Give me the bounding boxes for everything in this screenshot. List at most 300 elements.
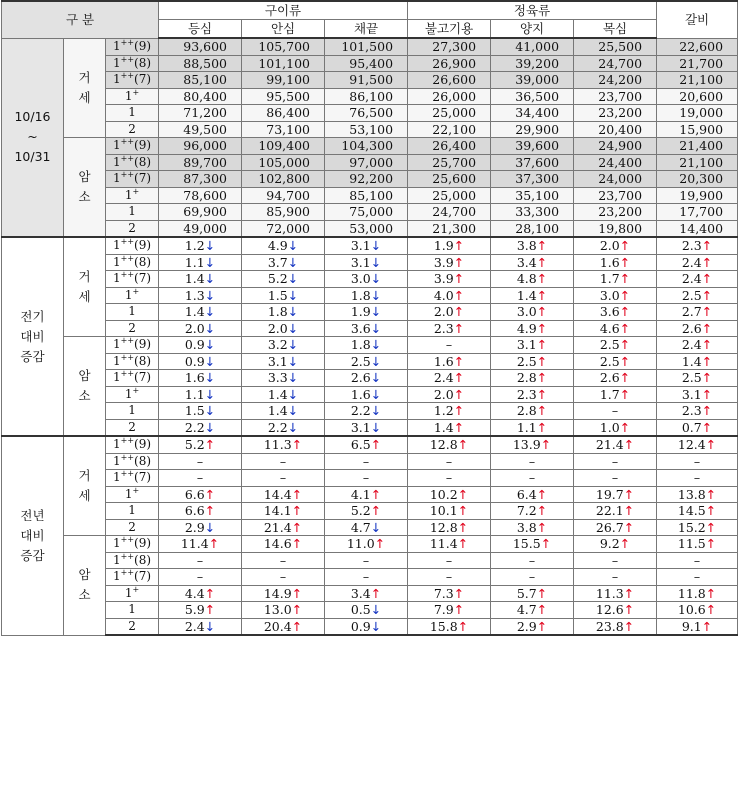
change-cell: 2.6↑ — [657, 320, 738, 337]
price-cell: 101,500 — [325, 38, 408, 55]
arrow-down-icon: ↓ — [204, 304, 216, 319]
change-cell: 5.2↑ — [325, 503, 408, 520]
arrow-up-icon: ↑ — [540, 437, 552, 452]
change-cell: 7.9↑ — [408, 602, 491, 619]
change-cell: 1.9↑ — [408, 237, 491, 254]
arrow-up-icon: ↑ — [453, 238, 465, 253]
sex-char: 거 — [78, 269, 91, 284]
change-cell: 1.8↓ — [325, 337, 408, 354]
change-cell: 3.0↑ — [574, 287, 657, 304]
grade-sup: ++ — [120, 436, 135, 445]
change-cell: 1.2↓ — [159, 237, 242, 254]
change-cell: 0.9↓ — [159, 337, 242, 354]
table-row — [2, 618, 738, 635]
change-cell: – — [491, 552, 574, 569]
grade-label: 1 — [106, 204, 159, 221]
table-row — [2, 486, 738, 503]
price-cell: 49,500 — [159, 121, 242, 138]
group-header-cuts: 정육류 — [408, 1, 657, 20]
table-row — [2, 254, 738, 271]
arrow-up-icon: ↑ — [291, 519, 303, 535]
arrow-up-icon: ↑ — [619, 254, 631, 270]
table-row — [2, 353, 738, 370]
arrow-up-icon: ↑ — [536, 486, 548, 502]
change-cell: 2.6↑ — [574, 370, 657, 387]
arrow-up-icon: ↑ — [536, 353, 548, 369]
galbi-header: 갈비 — [657, 1, 738, 38]
change-cell: – — [408, 552, 491, 569]
arrow-up-icon: ↑ — [536, 238, 548, 253]
grade-sup: ++ — [120, 369, 135, 378]
change-cell: 26.7↑ — [574, 519, 657, 536]
price-cell: 33,300 — [491, 204, 574, 221]
change-cell: 1.1↓ — [159, 386, 242, 403]
change-cell: 5.7↑ — [491, 585, 574, 602]
change-cell: – — [325, 569, 408, 586]
table-row — [2, 370, 738, 387]
change-cell: – — [242, 552, 325, 569]
change-cell: – — [408, 453, 491, 470]
sex-label — [64, 237, 106, 337]
sex-char: 암 — [78, 169, 91, 184]
change-cell: 14.4↑ — [242, 486, 325, 503]
grade-sup: + — [132, 385, 140, 395]
grade-sup: ++ — [120, 535, 135, 544]
arrow-up-icon: ↑ — [705, 486, 717, 502]
grade-label: 1++(7) — [106, 72, 159, 89]
arrow-up-icon: ↑ — [705, 585, 717, 601]
arrow-down-icon: ↓ — [287, 238, 299, 253]
change-cell: 4.9↓ — [242, 237, 325, 254]
table-row — [2, 585, 738, 602]
change-cell: – — [657, 569, 738, 586]
grade-label: 1 — [106, 304, 159, 321]
change-cell: – — [491, 470, 574, 487]
table-row — [2, 237, 738, 254]
grade-label: 1++(8) — [106, 453, 159, 470]
arrow-down-icon: ↓ — [204, 370, 216, 385]
change-cell: – — [491, 569, 574, 586]
table-row — [2, 105, 738, 122]
grade-sup: + — [132, 485, 140, 495]
sex-char: 세 — [78, 488, 91, 503]
change-cell: 2.4↓ — [159, 618, 242, 635]
arrow-up-icon: ↑ — [291, 536, 303, 551]
arrow-up-icon: ↑ — [453, 320, 465, 336]
arrow-down-icon: ↓ — [370, 304, 382, 319]
arrow-up-icon: ↑ — [536, 271, 548, 286]
grade-label: 1++(9) — [106, 38, 159, 55]
change-cell: 1.4↑ — [491, 287, 574, 304]
price-cell: 20,600 — [657, 88, 738, 105]
arrow-up-icon: ↑ — [619, 337, 631, 352]
grade-label: 1++(7) — [106, 171, 159, 188]
change-cell: 21.4↑ — [242, 519, 325, 536]
arrow-down-icon: ↓ — [287, 287, 299, 303]
arrow-up-icon: ↑ — [540, 536, 552, 551]
arrow-up-icon: ↑ — [701, 271, 713, 286]
arrow-down-icon: ↓ — [204, 320, 216, 336]
price-cell: 99,100 — [242, 72, 325, 89]
arrow-down-icon: ↓ — [204, 254, 216, 270]
table-row — [2, 602, 738, 619]
table-row — [2, 403, 738, 420]
change-cell: 2.2↓ — [159, 419, 242, 436]
change-cell: 14.9↑ — [242, 585, 325, 602]
price-cell: 53,100 — [325, 121, 408, 138]
price-cell: 25,000 — [408, 187, 491, 204]
table-row — [2, 88, 738, 105]
arrow-up-icon: ↑ — [536, 337, 548, 352]
table-row — [2, 38, 738, 55]
price-cell: 39,200 — [491, 55, 574, 72]
arrow-up-icon: ↑ — [701, 370, 713, 385]
sex-char: 소 — [78, 388, 91, 403]
label-line: 10/31 — [14, 149, 51, 165]
grade-sup: + — [132, 87, 140, 97]
arrow-up-icon: ↑ — [536, 320, 548, 336]
change-cell: 13.0↑ — [242, 602, 325, 619]
arrow-down-icon: ↓ — [204, 419, 216, 435]
price-cell: 25,600 — [408, 171, 491, 188]
panel-prices — [2, 38, 738, 237]
price-cell: 101,100 — [242, 55, 325, 72]
change-cell: 4.0↑ — [408, 287, 491, 304]
change-cell: 7.2↑ — [491, 503, 574, 520]
change-cell: 0.5↓ — [325, 602, 408, 619]
change-cell: 11.8↑ — [657, 585, 738, 602]
price-cell: 25,700 — [408, 154, 491, 171]
change-cell: 2.4↑ — [657, 254, 738, 271]
change-cell: 2.3↑ — [491, 386, 574, 403]
arrow-up-icon: ↑ — [370, 437, 382, 452]
arrow-up-icon: ↑ — [619, 370, 631, 385]
table-row — [2, 72, 738, 89]
price-cell: 26,000 — [408, 88, 491, 105]
price-cell: 37,300 — [491, 171, 574, 188]
grade-label: 2 — [106, 121, 159, 138]
arrow-up-icon: ↑ — [453, 353, 465, 369]
sex-label — [64, 337, 106, 437]
price-cell: 41,000 — [491, 38, 574, 55]
price-cell: 15,900 — [657, 121, 738, 138]
change-cell: 3.0↓ — [325, 271, 408, 288]
arrow-up-icon: ↑ — [536, 419, 548, 435]
change-cell: 13.9↑ — [491, 436, 574, 453]
arrow-up-icon: ↑ — [701, 337, 713, 352]
grade-label: 1++(8) — [106, 154, 159, 171]
grade-label: 1+ — [106, 386, 159, 403]
arrow-up-icon: ↑ — [291, 618, 303, 634]
change-cell: 11.3↑ — [574, 585, 657, 602]
grade-label: 1 — [106, 602, 159, 619]
arrow-up-icon: ↑ — [705, 437, 717, 452]
grade-label: 1 — [106, 503, 159, 520]
arrow-up-icon: ↑ — [536, 618, 548, 634]
grade-label: 2 — [106, 519, 159, 536]
col-header: 불고기용 — [408, 20, 491, 39]
arrow-up-icon: ↑ — [536, 370, 548, 385]
period-label — [2, 436, 64, 635]
change-cell: 2.0↓ — [159, 320, 242, 337]
change-cell: – — [325, 470, 408, 487]
col-header: 목심 — [574, 20, 657, 39]
price-cell: 88,500 — [159, 55, 242, 72]
arrow-up-icon: ↑ — [705, 536, 717, 551]
table-row — [2, 271, 738, 288]
price-cell: 105,700 — [242, 38, 325, 55]
change-cell: – — [574, 470, 657, 487]
grade-sup: ++ — [120, 469, 135, 478]
grade-sup: + — [132, 584, 140, 594]
table-header — [2, 1, 738, 38]
price-cell: 39,000 — [491, 72, 574, 89]
change-cell: 2.4↑ — [657, 271, 738, 288]
grade-sup: ++ — [120, 452, 135, 462]
arrow-down-icon: ↓ — [204, 353, 216, 369]
price-cell: 87,300 — [159, 171, 242, 188]
price-cell: 72,000 — [242, 220, 325, 237]
change-cell: 4.6↑ — [574, 320, 657, 337]
arrow-up-icon: ↑ — [701, 386, 713, 402]
arrow-up-icon: ↑ — [291, 437, 303, 452]
price-cell: 24,400 — [574, 154, 657, 171]
arrow-up-icon: ↑ — [701, 320, 713, 336]
change-cell: 6.5↑ — [325, 436, 408, 453]
price-cell: 21,300 — [408, 220, 491, 237]
arrow-up-icon: ↑ — [623, 602, 635, 617]
sex-char: 세 — [78, 89, 91, 105]
grade-sup: ++ — [120, 54, 135, 64]
arrow-up-icon: ↑ — [457, 618, 469, 634]
division-header: 구 분 — [2, 1, 159, 38]
arrow-up-icon: ↑ — [370, 585, 382, 601]
change-cell: 19.7↑ — [574, 486, 657, 503]
change-cell: 2.3↑ — [657, 403, 738, 420]
arrow-up-icon: ↑ — [291, 602, 303, 617]
arrow-up-icon: ↑ — [204, 437, 216, 452]
price-cell: 26,900 — [408, 55, 491, 72]
change-cell: – — [159, 552, 242, 569]
price-cell: 76,500 — [325, 105, 408, 122]
change-cell: 3.4↑ — [491, 254, 574, 271]
sex-char: 암 — [78, 567, 91, 583]
arrow-up-icon: ↑ — [457, 437, 469, 452]
price-cell: 17,700 — [657, 204, 738, 221]
grade-label: 1+ — [106, 187, 159, 204]
change-cell: 4.1↑ — [325, 486, 408, 503]
arrow-down-icon: ↓ — [287, 271, 299, 286]
change-cell: 1.6↑ — [574, 254, 657, 271]
change-cell: 20.4↑ — [242, 618, 325, 635]
arrow-up-icon: ↑ — [453, 386, 465, 402]
price-cell: 109,400 — [242, 138, 325, 155]
change-cell: 7.3↑ — [408, 585, 491, 602]
grade-label: 1+ — [106, 486, 159, 503]
price-cell: 104,300 — [325, 138, 408, 155]
grade-sup: ++ — [120, 137, 135, 146]
change-cell: – — [325, 552, 408, 569]
change-cell: 1.4↓ — [242, 403, 325, 420]
change-cell: – — [159, 470, 242, 487]
price-cell: 24,000 — [574, 171, 657, 188]
arrow-up-icon: ↑ — [701, 403, 713, 418]
price-cell: 71,200 — [159, 105, 242, 122]
change-cell: 1.4↓ — [159, 271, 242, 288]
grade-sup: ++ — [120, 270, 135, 279]
change-cell: 3.6↓ — [325, 320, 408, 337]
change-cell: 3.8↑ — [491, 519, 574, 536]
change-cell: 2.0↑ — [574, 237, 657, 254]
arrow-up-icon: ↑ — [208, 536, 220, 551]
arrow-up-icon: ↑ — [457, 486, 469, 502]
arrow-up-icon: ↑ — [370, 503, 382, 518]
grade-label: 1++(9) — [106, 436, 159, 453]
price-cell: 69,900 — [159, 204, 242, 221]
panel-prev-year-change — [2, 436, 738, 635]
arrow-up-icon: ↑ — [291, 486, 303, 502]
price-cell: 36,500 — [491, 88, 574, 105]
change-cell: 14.5↑ — [657, 503, 738, 520]
change-cell: 1.3↓ — [159, 287, 242, 304]
arrow-up-icon: ↑ — [701, 304, 713, 319]
change-cell: – — [159, 569, 242, 586]
change-cell: 11.4↑ — [408, 536, 491, 553]
arrow-down-icon: ↓ — [370, 419, 382, 435]
grade-label: 2 — [106, 220, 159, 237]
change-cell: 11.5↑ — [657, 536, 738, 553]
change-cell: 3.4↑ — [325, 585, 408, 602]
price-cell: 25,500 — [574, 38, 657, 55]
table-row — [2, 453, 738, 470]
grade-label: 1++(7) — [106, 271, 159, 288]
change-cell: 2.5↑ — [574, 353, 657, 370]
grade-label: 1++(9) — [106, 337, 159, 354]
grade-label: 1++(9) — [106, 536, 159, 553]
table-row — [2, 187, 738, 204]
arrow-down-icon: ↓ — [287, 254, 299, 270]
change-cell: 10.1↑ — [408, 503, 491, 520]
arrow-up-icon: ↑ — [536, 602, 548, 617]
grade-sup: ++ — [120, 170, 135, 179]
change-cell: – — [574, 453, 657, 470]
price-cell: 14,400 — [657, 220, 738, 237]
change-cell: 2.0↑ — [408, 386, 491, 403]
price-cell: 23,700 — [574, 187, 657, 204]
price-cell: 25,000 — [408, 105, 491, 122]
price-cell: 75,000 — [325, 204, 408, 221]
arrow-down-icon: ↓ — [370, 403, 382, 418]
table-row — [2, 121, 738, 138]
change-cell: 1.4↓ — [159, 304, 242, 321]
change-cell: 2.0↓ — [242, 320, 325, 337]
arrow-up-icon: ↑ — [701, 238, 713, 253]
change-cell: 1.4↑ — [657, 353, 738, 370]
price-cell: 95,500 — [242, 88, 325, 105]
price-cell: 21,100 — [657, 72, 738, 89]
change-cell: 3.1↓ — [242, 353, 325, 370]
change-cell: 1.7↑ — [574, 271, 657, 288]
price-cell: 19,800 — [574, 220, 657, 237]
change-cell: 1.1↑ — [491, 419, 574, 436]
table-row — [2, 287, 738, 304]
change-cell: 1.9↓ — [325, 304, 408, 321]
change-cell: – — [325, 453, 408, 470]
change-cell: 2.9↑ — [491, 618, 574, 635]
change-cell: 1.4↓ — [242, 386, 325, 403]
grade-sup: + — [132, 286, 140, 296]
arrow-up-icon: ↑ — [705, 519, 717, 535]
sex-char: 거 — [78, 468, 91, 483]
sex-char: 거 — [78, 69, 91, 85]
change-cell: 2.9↓ — [159, 519, 242, 536]
arrow-down-icon: ↓ — [204, 403, 216, 418]
change-cell: 2.8↑ — [491, 370, 574, 387]
grade-sup: ++ — [120, 336, 135, 345]
table-row — [2, 470, 738, 487]
table-row — [2, 220, 738, 237]
change-cell: 11.0↑ — [325, 536, 408, 553]
arrow-down-icon: ↓ — [370, 602, 382, 617]
col-header: 양지 — [491, 20, 574, 39]
sex-label — [64, 138, 106, 238]
arrow-down-icon: ↓ — [204, 287, 216, 303]
price-cell: 21,700 — [657, 55, 738, 72]
price-cell: 86,100 — [325, 88, 408, 105]
change-cell: 2.5↑ — [657, 287, 738, 304]
grade-label: 1++(9) — [106, 237, 159, 254]
change-cell: 2.4↑ — [657, 337, 738, 354]
panel-prev-period-change — [2, 237, 738, 436]
change-cell: 12.8↑ — [408, 519, 491, 536]
change-cell: 0.9↓ — [325, 618, 408, 635]
sex-char: 세 — [78, 289, 91, 304]
change-cell: 15.2↑ — [657, 519, 738, 536]
change-cell: 2.5↑ — [491, 353, 574, 370]
change-cell: 2.8↑ — [491, 403, 574, 420]
change-cell: 15.8↑ — [408, 618, 491, 635]
arrow-down-icon: ↓ — [370, 254, 382, 270]
sex-label — [64, 436, 106, 536]
price-cell: 85,100 — [159, 72, 242, 89]
change-cell: 3.6↑ — [574, 304, 657, 321]
arrow-down-icon: ↓ — [204, 238, 216, 253]
price-cell: 19,900 — [657, 187, 738, 204]
arrow-down-icon: ↓ — [370, 320, 382, 336]
change-cell: – — [408, 337, 491, 354]
price-cell: 28,100 — [491, 220, 574, 237]
price-cell: 24,200 — [574, 72, 657, 89]
change-cell: 3.9↑ — [408, 254, 491, 271]
grade-sup: ++ — [120, 568, 135, 577]
arrow-up-icon: ↑ — [453, 287, 465, 303]
arrow-up-icon: ↑ — [204, 602, 216, 617]
table-row — [2, 419, 738, 436]
arrow-down-icon: ↓ — [204, 618, 216, 634]
price-cell: 93,600 — [159, 38, 242, 55]
arrow-up-icon: ↑ — [453, 254, 465, 270]
change-cell: 2.5↓ — [325, 353, 408, 370]
change-cell: 1.8↓ — [325, 287, 408, 304]
grade-sup: ++ — [120, 153, 135, 163]
price-cell: 19,000 — [657, 105, 738, 122]
arrow-up-icon: ↑ — [536, 503, 548, 518]
sex-char: 소 — [78, 587, 91, 603]
change-cell: 1.5↓ — [159, 403, 242, 420]
change-cell: 1.5↓ — [242, 287, 325, 304]
arrow-up-icon: ↑ — [619, 386, 631, 402]
change-cell: 1.4↑ — [408, 419, 491, 436]
